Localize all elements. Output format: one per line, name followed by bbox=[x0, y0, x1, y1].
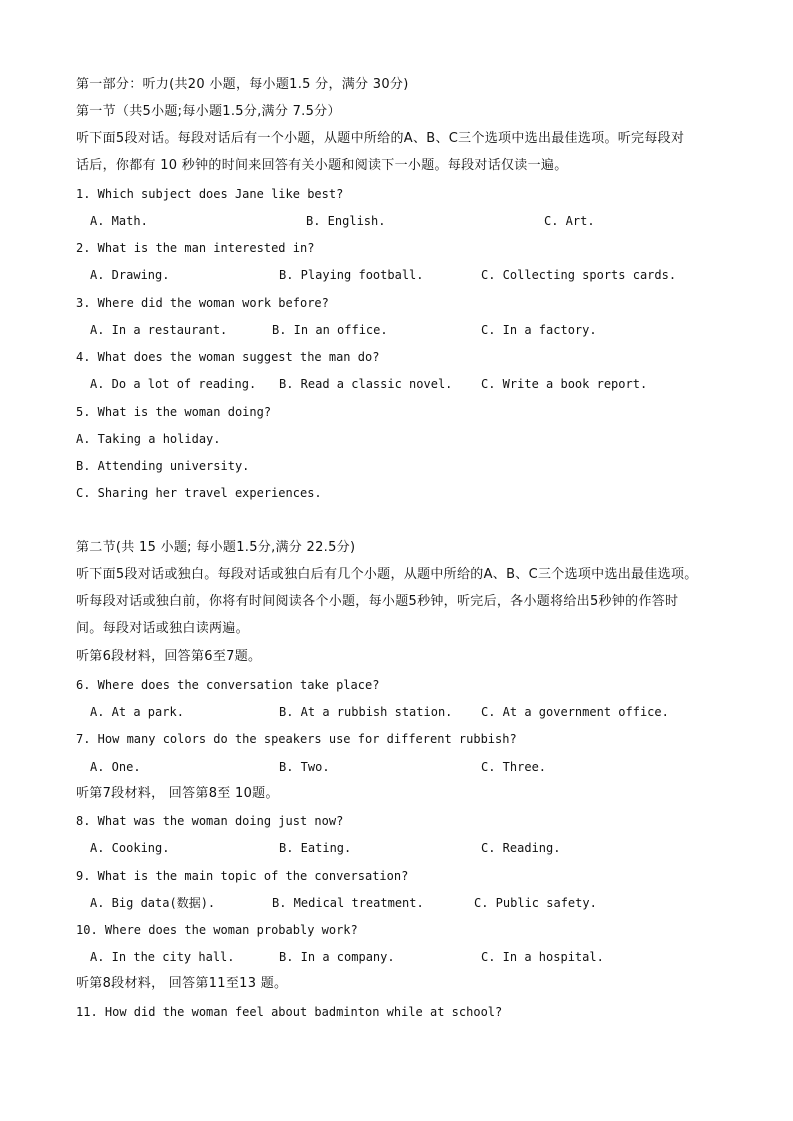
question-8: 8. What was the woman doing just now? bbox=[76, 814, 344, 828]
q7-option-c: C. Three. bbox=[481, 760, 547, 774]
question-7: 7. How many colors do the speakers use for different rubbish? bbox=[76, 732, 517, 746]
question-6: 6. Where does the conversation take place? bbox=[76, 678, 380, 692]
q9-option-b: B. Medical treatment. bbox=[272, 896, 424, 910]
q7-option-b: B. Two. bbox=[279, 760, 330, 774]
q4-option-a: A. Do a lot of reading. bbox=[90, 377, 257, 391]
section1-instructions-line1: 听下面5段对话。每段对话后有一个小题，从题中所给的A、B、C三个选项中选出最佳选项。听完每段对 bbox=[76, 131, 685, 146]
q3-option-b: B. In an office. bbox=[272, 323, 388, 337]
q2-option-a: A. Drawing. bbox=[90, 268, 170, 282]
section1-heading: 第一节（共5小题;每小题1.5分,满分 7.5分） bbox=[76, 104, 341, 119]
question-1: 1. Which subject does Jane like best? bbox=[76, 187, 344, 201]
q8-option-c: C. Reading. bbox=[481, 841, 561, 855]
q10-option-b: B. In a company. bbox=[279, 950, 395, 964]
question-10: 10. Where does the woman probably work? bbox=[76, 923, 358, 937]
q9-option-c: C. Public safety. bbox=[474, 896, 597, 910]
q6-option-c: C. At a government office. bbox=[481, 705, 669, 719]
q6-option-b: B. At a rubbish station. bbox=[279, 705, 453, 719]
question-5: 5. What is the woman doing? bbox=[76, 405, 272, 419]
material-8-instruction: 听第8段材料， 回答第11至13 题。 bbox=[76, 976, 288, 991]
q6-option-a: A. At a park. bbox=[90, 705, 184, 719]
q5-option-b: B. Attending university. bbox=[76, 459, 250, 473]
section2-heading: 第二节(共 15 小题; 每小题1.5分,满分 22.5分) bbox=[76, 540, 356, 555]
q2-option-b: B. Playing football. bbox=[279, 268, 424, 282]
q5-option-a: A. Taking a holiday. bbox=[76, 432, 221, 446]
section2-instructions-line2: 听每段对话或独白前，你将有时间阅读各个小题，每小题5秒钟，听完后，各小题将给出5秒钟的作答时 bbox=[76, 594, 679, 609]
material-6-instruction: 听第6段材料，回答第6至7题。 bbox=[76, 649, 262, 664]
q1-option-c: C. Art. bbox=[544, 214, 595, 228]
q9-option-a: A. Big data(数据). bbox=[90, 896, 216, 910]
material-7-instruction: 听第7段材料， 回答第8至 10题。 bbox=[76, 786, 279, 801]
q10-option-a: A. In the city hall. bbox=[90, 950, 235, 964]
q4-option-b: B. Read a classic novel. bbox=[279, 377, 453, 391]
question-3: 3. Where did the woman work before? bbox=[76, 296, 329, 310]
section1-instructions-line2: 话后，你都有 10 秒钟的时间来回答有关小题和阅读下一小题。每段对话仅读一遍。 bbox=[76, 158, 568, 173]
section2-instructions-line3: 间。每段对话或独白读两遍。 bbox=[76, 621, 249, 636]
section2-instructions-line1: 听下面5段对话或独白。每段对话或独白后有几个小题，从题中所给的A、B、C三个选项中选出最佳选项。 bbox=[76, 567, 698, 582]
q4-option-c: C. Write a book report. bbox=[481, 377, 648, 391]
q8-option-a: A. Cooking. bbox=[90, 841, 170, 855]
question-2: 2. What is the man interested in? bbox=[76, 241, 315, 255]
q3-option-a: A. In a restaurant. bbox=[90, 323, 228, 337]
q8-option-b: B. Eating. bbox=[279, 841, 352, 855]
q7-option-a: A. One. bbox=[90, 760, 141, 774]
question-11: 11. How did the woman feel about badminton while at school? bbox=[76, 1005, 503, 1019]
q2-option-c: C. Collecting sports cards. bbox=[481, 268, 677, 282]
part1-heading: 第一部分：听力(共20 小题，每小题1.5 分，满分 30分) bbox=[76, 77, 409, 92]
q5-option-c: C. Sharing her travel experiences. bbox=[76, 486, 322, 500]
q1-option-a: A. Math. bbox=[90, 214, 148, 228]
question-9: 9. What is the main topic of the conversation? bbox=[76, 869, 409, 883]
q3-option-c: C. In a factory. bbox=[481, 323, 597, 337]
q10-option-c: C. In a hospital. bbox=[481, 950, 604, 964]
question-4: 4. What does the woman suggest the man do? bbox=[76, 350, 380, 364]
q1-option-b: B. English. bbox=[306, 214, 386, 228]
